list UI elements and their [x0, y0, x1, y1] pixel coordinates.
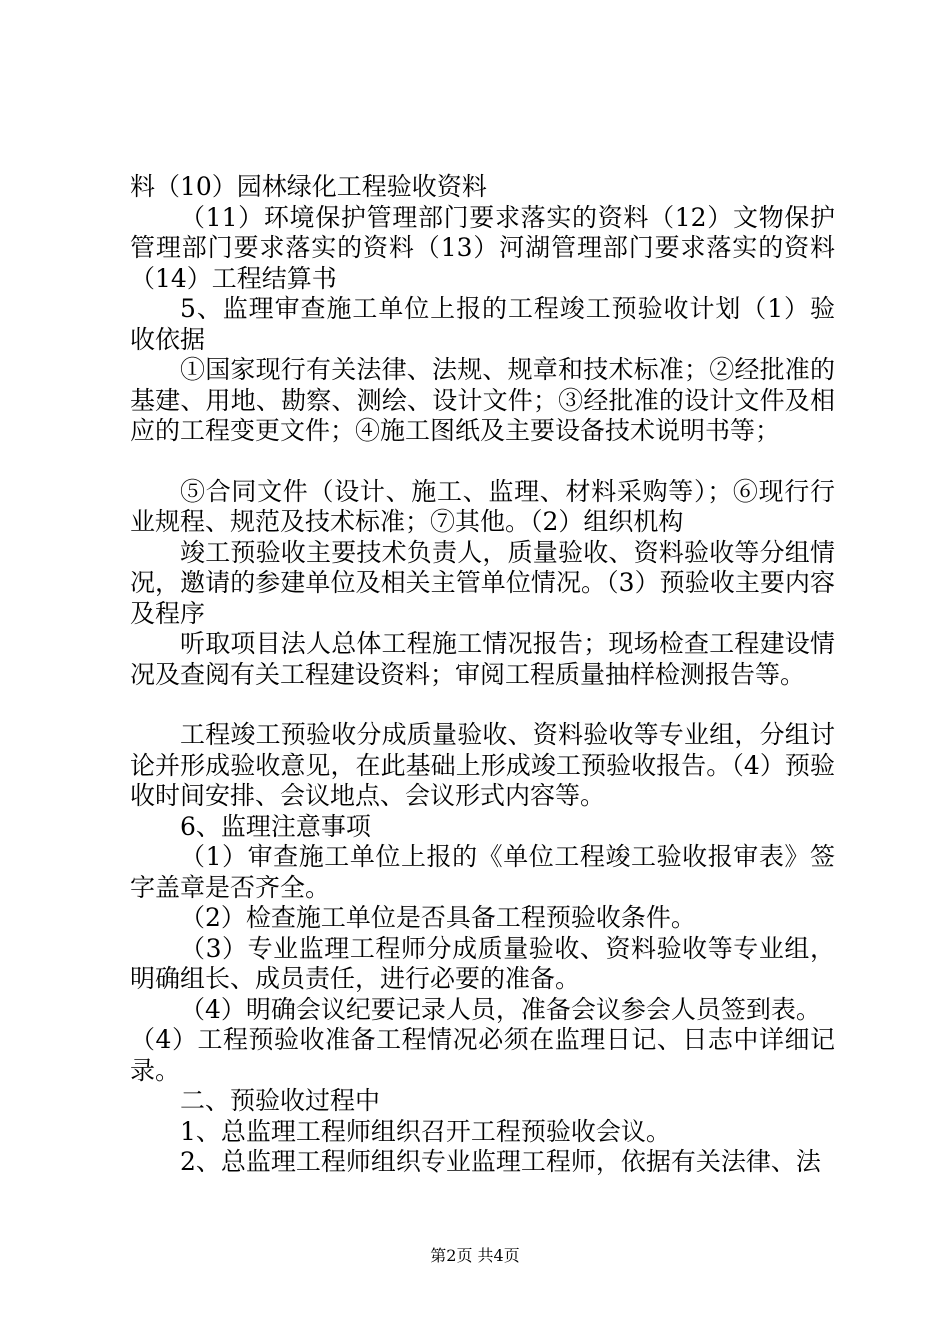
page-footer: [0, 1243, 950, 1266]
paragraph: ①国家现行有关法律、法规、规章和技术标准；②经批准的基建、用地、勘察、测绘、设计文件；③经批准的设计文件及相应的工程变更文件；④施工图纸及主要设备技术说明书等；: [130, 355, 835, 445]
paragraph: （3）专业监理工程师分成质量验收、资料验收等专业组，明确组长、成员责任，进行必要的准备。: [130, 933, 835, 993]
paragraph: 5、监理审查施工单位上报的工程竣工预验收计划（1）验收依据: [130, 294, 835, 354]
paragraph: 竣工预验收主要技术负责人，质量验收、资料验收等分组情况，邀请的参建单位及相关主管单位情况。（3）预验收主要内容及程序: [130, 537, 835, 628]
paragraph: （1）审查施工单位上报的《单位工程竣工验收报审表》签字盖章是否齐全。: [130, 842, 835, 902]
paragraph: （11）环境保护管理部门要求落实的资料（12）文物保护管理部门要求落实的资料（13）河湖管理部门要求落实的资料（14）工程结算书: [130, 202, 835, 293]
paragraph: 2、总监理工程师组织专业监理工程师，依据有关法律、法: [180, 1147, 821, 1176]
paragraph: 1、总监理工程师组织召开工程预验收会议。: [180, 1116, 671, 1146]
paragraph: （4）明确会议纪要记录人员，准备会议参会人员签到表。: [180, 994, 821, 1024]
document-body: [130, 172, 835, 1178]
paragraph: （4）工程预验收准备工程情况必须在监理日记、日志中详细记录。: [130, 1025, 835, 1085]
section-heading: 二、预验收过程中: [180, 1086, 381, 1115]
page-number: 第2页 共4页: [430, 1246, 520, 1265]
paragraph: 料（10）园林绿化工程验收资料: [130, 172, 487, 201]
paragraph: ⑤合同文件（设计、施工、监理、材料采购等）；⑥现行行业规程、规范及技术标准；⑦其他。（2）组织机构: [130, 476, 835, 536]
section-heading: 6、监理注意事项: [180, 811, 371, 841]
paragraph: 听取项目法人总体工程施工情况报告；现场检查工程建设情况及查阅有关工程建设资料；审阅工程质量抽样检测报告等。: [130, 629, 835, 689]
paragraph: 工程竣工预验收分成质量验收、资料验收等专业组，分组讨论并形成验收意见，在此基础上形成竣工预验收报告。（4）预验收时间安排、会议地点、会议形式内容等。: [130, 720, 835, 810]
paragraph: （2）检查施工单位是否具备工程预验收条件。: [180, 903, 696, 932]
